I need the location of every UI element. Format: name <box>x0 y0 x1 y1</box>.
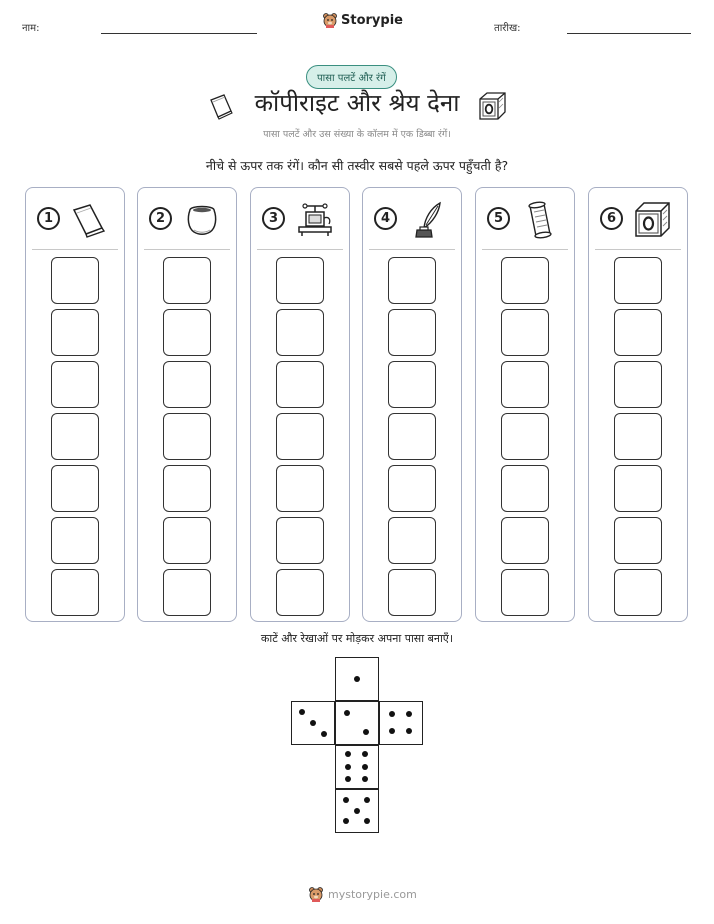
dice-pip <box>406 711 412 717</box>
dice-pip <box>345 764 351 770</box>
dice-pip <box>364 818 370 824</box>
color-box[interactable] <box>163 517 211 564</box>
column-number: 2 <box>149 207 172 230</box>
dice-pip <box>343 797 349 803</box>
dice-pip <box>345 751 351 757</box>
column-divider <box>257 249 343 250</box>
column-1 <box>25 187 125 622</box>
column-divider <box>144 249 230 250</box>
color-box[interactable] <box>501 517 549 564</box>
column-2 <box>137 187 237 622</box>
date-label: तारीख: <box>494 23 521 34</box>
color-box[interactable] <box>501 413 549 460</box>
color-box[interactable] <box>51 413 99 460</box>
quill-inkpot-icon <box>407 200 447 240</box>
cut-instruction: काटें और रेखाओं पर मोड़कर अपना पासा बनाएँ। <box>260 632 454 645</box>
dice-pip <box>299 709 305 715</box>
color-box[interactable] <box>388 413 436 460</box>
column-divider <box>32 249 118 250</box>
letter-block-icon <box>633 200 673 240</box>
color-box[interactable] <box>276 569 324 616</box>
column-number: 1 <box>37 207 60 230</box>
color-box[interactable] <box>501 257 549 304</box>
color-box[interactable] <box>276 309 324 356</box>
dice-pip <box>389 728 395 734</box>
color-box[interactable] <box>614 257 662 304</box>
letter-block-icon <box>476 90 508 122</box>
color-box[interactable] <box>51 465 99 512</box>
color-box[interactable] <box>163 361 211 408</box>
color-box[interactable] <box>276 465 324 512</box>
column-number: 3 <box>262 207 285 230</box>
dice-pip <box>363 729 369 735</box>
color-box[interactable] <box>163 309 211 356</box>
column-divider <box>369 249 455 250</box>
color-box[interactable] <box>614 517 662 564</box>
color-box[interactable] <box>614 569 662 616</box>
color-box[interactable] <box>614 361 662 408</box>
dice-pip <box>362 776 368 782</box>
activity-badge: पासा पलटें और रंगें <box>306 65 397 89</box>
column-number: 4 <box>374 207 397 230</box>
column-6 <box>588 187 688 622</box>
color-box[interactable] <box>163 413 211 460</box>
dice-pip <box>364 797 370 803</box>
column-number: 6 <box>600 207 623 230</box>
color-box[interactable] <box>51 309 99 356</box>
color-box[interactable] <box>51 361 99 408</box>
color-box[interactable] <box>501 569 549 616</box>
color-box[interactable] <box>501 465 549 512</box>
dice-pip <box>389 711 395 717</box>
date-line[interactable] <box>567 33 691 34</box>
dice-pip <box>354 808 360 814</box>
color-box[interactable] <box>163 257 211 304</box>
dice-pip <box>321 731 327 737</box>
column-divider <box>595 249 681 250</box>
dice-face-4 <box>379 701 423 745</box>
name-label: नाम: <box>22 23 40 34</box>
color-box[interactable] <box>388 569 436 616</box>
bear-icon <box>308 886 324 902</box>
column-3 <box>250 187 350 622</box>
bear-icon <box>322 12 338 28</box>
color-box[interactable] <box>388 465 436 512</box>
dice-face-3 <box>291 701 335 745</box>
dice-pip <box>354 676 360 682</box>
color-box[interactable] <box>163 569 211 616</box>
dice-face-2 <box>335 701 379 745</box>
color-box[interactable] <box>276 413 324 460</box>
color-box[interactable] <box>388 257 436 304</box>
column-4 <box>362 187 462 622</box>
storypie-logo <box>322 12 403 28</box>
footer-url[interactable]: mystorypie.com <box>328 887 417 901</box>
color-box[interactable] <box>163 465 211 512</box>
book-icon <box>70 200 110 240</box>
dice-face-1 <box>335 657 379 701</box>
page-title: कॉपीराइट और श्रेय देना <box>254 89 460 117</box>
color-box[interactable] <box>388 309 436 356</box>
color-box[interactable] <box>51 569 99 616</box>
color-box[interactable] <box>501 309 549 356</box>
column-5 <box>475 187 575 622</box>
color-box[interactable] <box>614 413 662 460</box>
color-box[interactable] <box>614 309 662 356</box>
dice-pip <box>362 764 368 770</box>
name-line[interactable] <box>101 33 257 34</box>
color-box[interactable] <box>388 361 436 408</box>
brand-name: Storypie <box>341 12 403 28</box>
color-box[interactable] <box>614 465 662 512</box>
subtitle: पासा पलटें और उस संख्या के कॉलम में एक डिब्बा रंगें। <box>263 129 451 140</box>
column-number: 5 <box>487 207 510 230</box>
footer <box>308 886 417 902</box>
color-box[interactable] <box>276 517 324 564</box>
color-box[interactable] <box>276 257 324 304</box>
dice-pip <box>343 818 349 824</box>
color-box[interactable] <box>501 361 549 408</box>
column-divider <box>482 249 568 250</box>
dice-pip <box>406 728 412 734</box>
color-box[interactable] <box>51 257 99 304</box>
scroll-icon <box>520 200 560 240</box>
dice-pip <box>310 720 316 726</box>
dice-pip <box>362 751 368 757</box>
printing-press-icon <box>295 200 335 240</box>
color-box[interactable] <box>276 361 324 408</box>
dice-pip <box>344 710 350 716</box>
dice-face-5 <box>335 789 379 833</box>
color-box[interactable] <box>51 517 99 564</box>
dice-pip <box>345 776 351 782</box>
pot-icon <box>182 200 222 240</box>
color-box[interactable] <box>388 517 436 564</box>
instruction-text: नीचे से ऊपर तक रंगें। कौन सी तस्वीर सबसे पहले ऊपर पहुँचती है? <box>205 158 509 173</box>
dice-face-6 <box>335 745 379 789</box>
